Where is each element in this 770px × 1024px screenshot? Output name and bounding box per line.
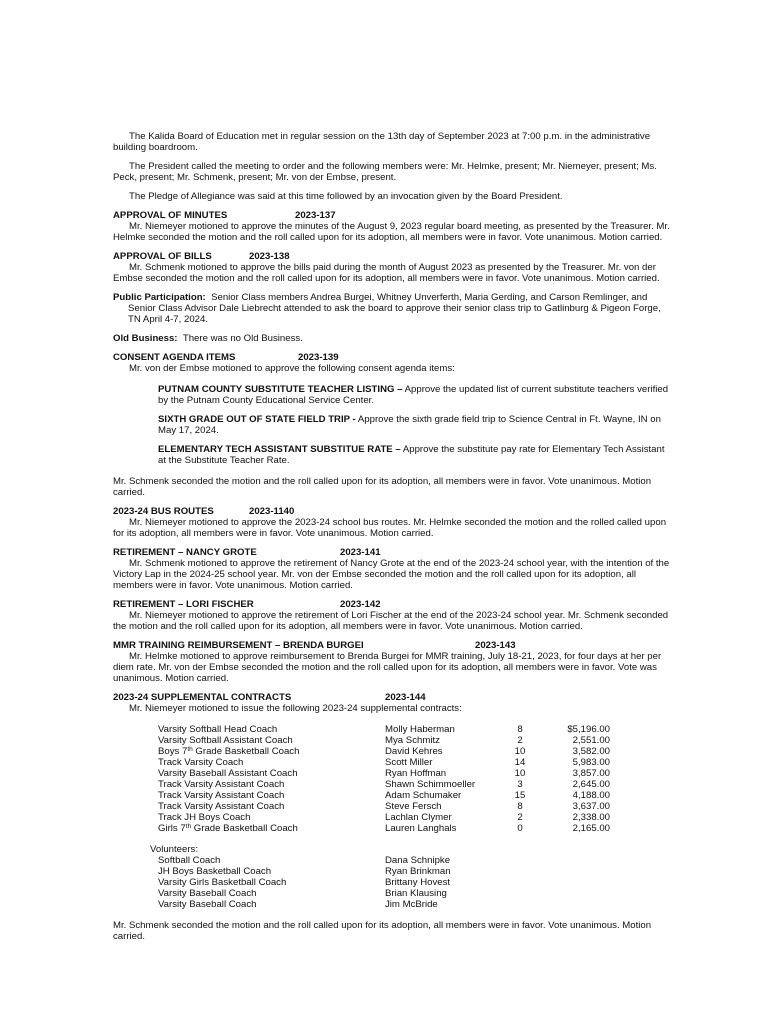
amount-cell: $5,196.00 <box>567 724 610 735</box>
years-cell: 8 <box>517 801 523 812</box>
years-cell: 14 <box>514 757 526 768</box>
section-bus-routes <box>113 506 675 539</box>
position-cell: Softball Coach <box>158 855 221 866</box>
section-mmr-reimbursement <box>113 640 675 684</box>
section-text: Mr. Niemeyer motioned to approve the 2023-24 school bus routes. Mr. Helmke seconded the motion and the rolled called upon for its adoption, all members were in favor. Vote unanimous. Motion carried. <box>113 517 667 539</box>
section-text: There was no Old Business. <box>182 333 303 344</box>
consent-item <box>113 384 675 406</box>
position-cell: Track Varsity Assistant Coach <box>158 790 285 801</box>
name-cell: Brittany Hovest <box>385 877 451 888</box>
position-cell: Varsity Softball Head Coach <box>158 724 278 735</box>
section-approval-of-minutes <box>113 210 675 243</box>
consent-item-text: Approve the updated list of current substitute teachers verified by the Putnam County Educational Service Center. <box>158 384 669 406</box>
resolution-number: 2023-139 <box>298 352 339 363</box>
section-title: APPROVAL OF MINUTES <box>113 210 228 221</box>
name-cell: Lauren Langhals <box>385 823 457 834</box>
position-cell: Girls 7th Grade Basketball Coach <box>158 823 298 834</box>
position-cell: JH Boys Basketball Coach <box>158 866 272 877</box>
section-title: 2023-24 SUPPLEMENTAL CONTRACTS <box>113 692 292 703</box>
position-cell: Track Varsity Assistant Coach <box>158 801 285 812</box>
section-text: Mr. Schmenk motioned to approve the retirement of Nancy Grote at the end of the 2023-24 school year, with the intention of the Victory Lap in the 2024-25 school year. Mr. von der Embse seconded the motion and the roll called upon for its adoption, all members were in favor. Vote unanimous. Motion carried. <box>113 558 670 591</box>
years-cell: 2 <box>517 812 523 823</box>
table-row <box>158 724 610 735</box>
table-row <box>158 812 610 823</box>
table-row <box>158 757 610 768</box>
section-title: RETIREMENT – NANCY GROTE <box>113 547 257 558</box>
name-cell: Mya Schmitz <box>385 735 440 746</box>
years-cell: 0 <box>517 823 523 834</box>
section-consent-agenda <box>113 352 675 498</box>
roll-call-paragraph: The President called the meeting to order and the following members were: Mr. Helmke, present; Mr. Niemeyer, present; Ms. Peck, present; Mr. Schmenk, present; Mr. von der Embse, present. <box>113 161 657 183</box>
table-row <box>158 855 451 866</box>
resolution-number: 2023-143 <box>475 640 516 651</box>
section-text: Mr. Schmenk seconded the motion and the roll called upon for its adoption, all members were in favor. Vote unanimous. Motion carried. <box>113 476 652 498</box>
consent-item <box>113 414 675 436</box>
section-supplemental-contracts <box>113 692 675 942</box>
amount-cell: 5,983.00 <box>572 757 610 768</box>
name-cell: David Kehres <box>385 746 443 757</box>
table-row <box>158 877 451 888</box>
amount-cell: 2,645.00 <box>572 779 610 790</box>
position-cell: Varsity Softball Assistant Coach <box>158 735 293 746</box>
section-old-business <box>113 333 675 344</box>
table-row <box>158 790 610 801</box>
name-cell: Lachlan Clymer <box>385 812 452 823</box>
contracts-table <box>158 724 610 834</box>
name-cell: Steve Fersch <box>385 801 442 812</box>
section-title: 2023-24 BUS ROUTES <box>113 506 214 517</box>
consent-item-text: Approve the sixth grade field trip to Science Central in Ft. Wayne, IN on May 17, 2024. <box>158 414 661 436</box>
volunteers-label: Volunteers: <box>150 844 199 855</box>
position-cell: Varsity Girls Basketball Coach <box>158 877 287 888</box>
section-text: Mr. Schmenk seconded the motion and the roll called upon for its adoption, all members were in favor. Vote unanimous. Motion carried. <box>113 920 652 942</box>
table-row <box>158 735 610 746</box>
amount-cell: 3,857.00 <box>572 768 610 779</box>
years-cell: 10 <box>514 768 526 779</box>
table-row <box>158 801 610 812</box>
amount-cell: 3,637.00 <box>572 801 610 812</box>
section-approval-of-bills <box>113 251 675 284</box>
section-public-participation <box>113 292 675 325</box>
consent-item-text: Approve the substitute pay rate for Elementary Tech Assistant at the Substitute Teacher Rate. <box>158 444 665 466</box>
volunteers-table <box>158 855 451 910</box>
amount-cell: 2,338.00 <box>572 812 610 823</box>
consent-item-title: SIXTH GRADE OUT OF STATE FIELD TRIP - <box>158 414 356 425</box>
section-title: MMR TRAINING REIMBURSEMENT – BRENDA BURGEI <box>113 640 364 651</box>
position-cell: Varsity Baseball Coach <box>158 888 257 899</box>
name-cell: Molly Haberman <box>385 724 455 735</box>
table-row <box>158 866 451 877</box>
name-cell: Shawn Schimmoeller <box>385 779 476 790</box>
years-cell: 2 <box>517 735 523 746</box>
amount-cell: 4,188.00 <box>572 790 610 801</box>
name-cell: Jim McBride <box>385 899 438 910</box>
resolution-number: 2023-138 <box>249 251 290 262</box>
amount-cell: 2,165.00 <box>572 823 610 834</box>
section-title: APPROVAL OF BILLS <box>113 251 212 262</box>
name-cell: Ryan Hoffman <box>385 768 447 779</box>
table-row <box>158 779 610 790</box>
section-text: Mr. von der Embse motioned to approve the following consent agenda items: <box>129 363 455 374</box>
name-cell: Adam Schumaker <box>385 790 462 801</box>
consent-item-title: PUTNAM COUNTY SUBSTITUTE TEACHER LISTING – <box>158 384 403 395</box>
table-row <box>158 888 451 899</box>
resolution-number: 2023-142 <box>340 599 381 610</box>
name-cell: Brian Klausing <box>385 888 447 899</box>
years-cell: 10 <box>514 746 526 757</box>
consent-item-title: ELEMENTARY TECH ASSISTANT SUBSTITUE RATE – <box>158 444 401 455</box>
position-cell: Track JH Boys Coach <box>158 812 251 823</box>
minutes-page <box>113 131 675 942</box>
years-cell: 8 <box>517 724 523 735</box>
section-label: Public Participation: <box>113 292 206 303</box>
resolution-number: 2023-144 <box>385 692 426 703</box>
table-row <box>158 899 451 910</box>
section-label: Old Business: <box>113 333 178 344</box>
name-cell: Ryan Brinkman <box>385 866 451 877</box>
name-cell: Scott Miller <box>385 757 433 768</box>
pledge-paragraph: The Pledge of Allegiance was said at this time followed by an invocation given by the Board President. <box>129 191 563 202</box>
amount-cell: 3,582.00 <box>572 746 610 757</box>
years-cell: 15 <box>514 790 526 801</box>
position-cell: Track Varsity Assistant Coach <box>158 779 285 790</box>
section-text: Mr. Niemeyer motioned to approve the minutes of the August 9, 2023 regular board meeting, as presented by the Treasurer. Mr. Helmke seconded the motion and the roll called upon for its adoption, all members were in favor. Vote unanimous. Motion carried. <box>113 221 670 243</box>
section-title: CONSENT AGENDA ITEMS <box>113 352 236 363</box>
resolution-number: 2023-137 <box>295 210 336 221</box>
section-text: Mr. Niemeyer motioned to approve the retirement of Lori Fischer at the end of the 2023-24 school year. Mr. Schmenk seconded the motion and the roll called upon for its adoption, all members were in favor. Vote unanimous. Motion carried. <box>113 610 669 632</box>
table-row <box>158 746 610 757</box>
consent-item <box>113 444 675 466</box>
intro-paragraph: The Kalida Board of Education met in regular session on the 13th day of September 2023 at 7:00 p.m. in the administrative building boardroom. <box>113 131 651 153</box>
table-row <box>158 768 610 779</box>
section-retirement-fischer <box>113 599 675 632</box>
section-retirement-grote <box>113 547 675 591</box>
section-title: RETIREMENT – LORI FISCHER <box>113 599 254 610</box>
position-cell: Track Varsity Coach <box>158 757 244 768</box>
section-text: Mr. Helmke motioned to approve reimbursement to Brenda Burgei for MMR training, July 18-21, 2023, for four days at her per diem rate. Mr. von der Embse seconded the motion and the roll called upon for its adoption, all members were in favor. Vote was unanimous. Motion carried. <box>113 651 662 684</box>
years-cell: 3 <box>517 779 523 790</box>
resolution-number: 2023-1140 <box>249 506 295 517</box>
position-cell: Varsity Baseball Assistant Coach <box>158 768 298 779</box>
section-text: Mr. Schmenk motioned to approve the bills paid during the month of August 2023 as presented by the Treasurer. Mr. von der Embse seconded the motion and the roll called upon for its adoption, all members were in favor. Vote unanimous. Motion carried. <box>113 262 660 284</box>
table-row <box>158 823 610 834</box>
section-text: Senior Class members Andrea Burgei, Whitney Unverferth, Maria Gerding, and Carson Remlinger, and Senior Class Advisor Dale Liebrecht attended to ask the board to approve their senior class trip to Gatlinburg & Pigeon Forge, TN April 4-7, 2024. <box>128 292 661 325</box>
section-text: Mr. Niemeyer motioned to issue the following 2023-24 supplemental contracts: <box>129 703 462 714</box>
resolution-number: 2023-141 <box>340 547 381 558</box>
position-cell: Varsity Baseball Coach <box>158 899 257 910</box>
position-cell: Boys 7th Grade Basketball Coach <box>158 746 300 757</box>
name-cell: Dana Schnipke <box>385 855 451 866</box>
amount-cell: 2,551.00 <box>572 735 610 746</box>
